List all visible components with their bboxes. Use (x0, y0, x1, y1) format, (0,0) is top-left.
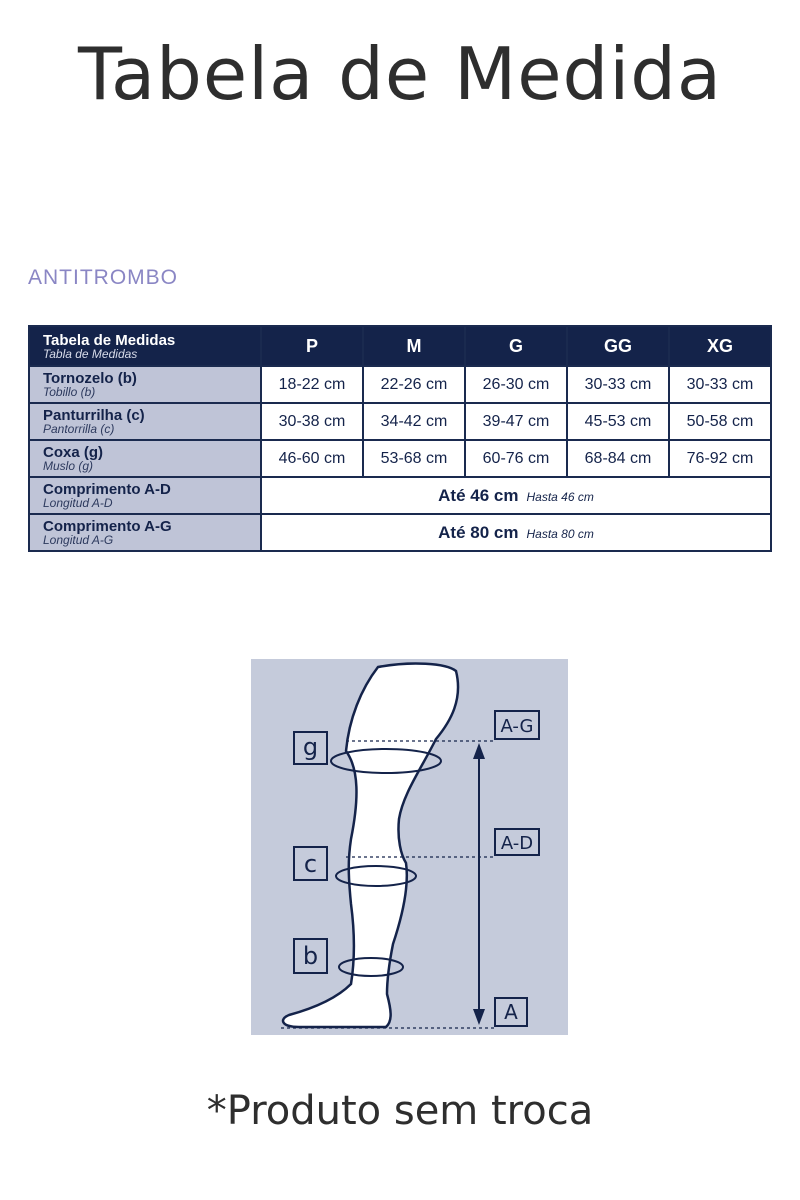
size-table (28, 325, 772, 552)
row-label-sub: Longitud A-G (43, 533, 114, 547)
table-cell: 68-84 cm (567, 440, 669, 477)
label-a: A (504, 1000, 518, 1024)
label-ag: A-G (500, 716, 534, 737)
table-row-length-ag (29, 514, 771, 551)
table-row-thigh (29, 440, 771, 477)
row-label-sub: Muslo (g) (43, 459, 94, 473)
row-label-main: Comprimento A-G (43, 518, 172, 535)
span-value-main: Até 46 cm (438, 485, 519, 505)
span-value-sub: Hasta 80 cm (526, 526, 594, 541)
leg-diagram-svg (251, 659, 568, 1035)
table-cell: 34-42 cm (363, 403, 465, 440)
arrow-head-bottom (473, 1009, 485, 1025)
arrow-head-top (473, 743, 485, 759)
section-label: ANTITROMBO (28, 266, 178, 289)
page-title: Tabela de Medida (77, 32, 723, 116)
table-cell: 39-47 cm (465, 403, 567, 440)
span-cell-ag (261, 514, 771, 551)
table-cell: 60-76 cm (465, 440, 567, 477)
table-cell: 50-58 cm (669, 403, 771, 440)
row-label-sub: Tobillo (b) (43, 385, 96, 399)
row-label-calf (29, 403, 261, 440)
leg-diagram (251, 659, 568, 1035)
table-row-ankle (29, 366, 771, 403)
table-row-calf (29, 403, 771, 440)
span-value-sub: Hasta 46 cm (526, 489, 594, 504)
row-label-sub: Longitud A-D (43, 496, 113, 510)
header-label-sub: Tabla de Medidas (43, 346, 138, 361)
label-ad: A-D (500, 833, 534, 854)
table-cell: 26-30 cm (465, 366, 567, 403)
span-cell-ad (261, 477, 771, 514)
row-label-main: Tornozelo (b) (43, 370, 137, 387)
row-label-length-ag (29, 514, 261, 551)
row-label-main: Panturrilha (c) (43, 407, 145, 424)
label-g: g (302, 733, 319, 761)
span-value-main: Até 80 cm (438, 522, 519, 542)
header-label-cell (29, 326, 261, 366)
table-cell: 30-38 cm (261, 403, 363, 440)
row-label-main: Comprimento A-D (43, 481, 171, 498)
table-row-length-ad (29, 477, 771, 514)
table-cell: 46-60 cm (261, 440, 363, 477)
table-cell: 45-53 cm (567, 403, 669, 440)
footnote: *Produto sem troca (206, 1088, 594, 1134)
header-label-main: Tabela de Medidas (43, 331, 176, 349)
size-header-p: P (261, 326, 363, 366)
size-header-xg: XG (669, 326, 771, 366)
table-header-row (29, 326, 771, 366)
label-b: b (302, 942, 319, 970)
row-label-main: Coxa (g) (43, 444, 103, 461)
table-cell: 22-26 cm (363, 366, 465, 403)
table-cell: 30-33 cm (669, 366, 771, 403)
size-header-m: M (363, 326, 465, 366)
size-header-gg: GG (567, 326, 669, 366)
table-cell: 30-33 cm (567, 366, 669, 403)
row-label-sub: Pantorrilla (c) (43, 422, 115, 436)
table-cell: 76-92 cm (669, 440, 771, 477)
row-label-ankle (29, 366, 261, 403)
size-header-g: G (465, 326, 567, 366)
table-cell: 53-68 cm (363, 440, 465, 477)
label-c: c (303, 850, 318, 878)
row-label-length-ad (29, 477, 261, 514)
table-cell: 18-22 cm (261, 366, 363, 403)
row-label-thigh (29, 440, 261, 477)
